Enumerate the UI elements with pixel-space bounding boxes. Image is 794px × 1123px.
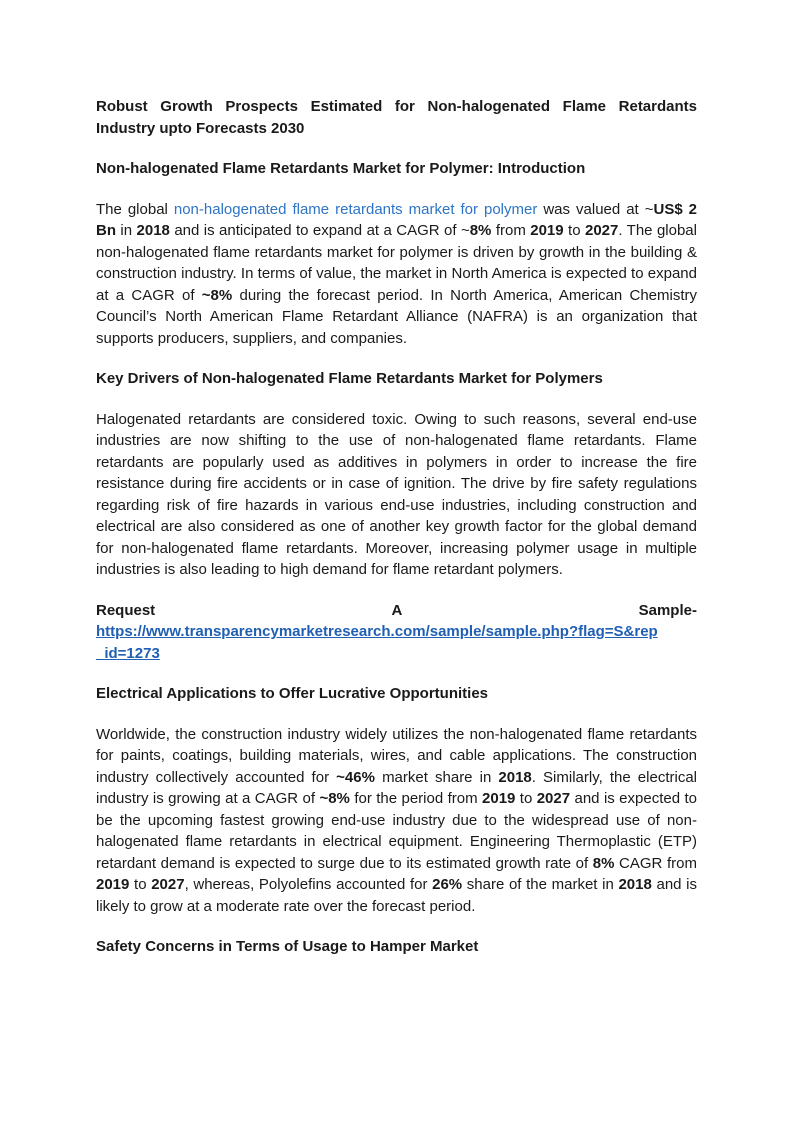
- intro-heading: Non-halogenated Flame Retardants Market for Polymer: Introduction: [96, 160, 586, 177]
- document-page: [96, 96, 697, 958]
- electrical-paragraph: Worldwide, the construction industry widely utilizes the non-halogenated flame retardants for paints, coatings, building materials, wires, and cable applications. The construction industry collectively accounted for ~46% market share in 2018. Similarly, the electrical industry is growing at a CAGR of ~8% for the period from 2019 to 2027 and is expected to be the upcoming fastest growing end-use industry due to the widespread use of non-halogenated flame retardants in electrical equipment. Engineering Thermoplastic (ETP) retardant demand is expected to surge due to its estimated growth rate of 8% CAGR from 2019 to 2027, whereas, Polyolefins accounted for 26% share of the market in 2018 and is likely to grow at a moderate rate over the forecast period.: [96, 725, 697, 915]
- safety-heading: Safety Concerns in Terms of Usage to Hamper Market: [96, 938, 479, 955]
- drivers-paragraph: Halogenated retardants are considered toxic. Owing to such reasons, several end-use industries are now shifting to the use of non-halogenated flame retardants. Flame retardants are popularly used as additives in polymers in order to increase the fire resistance during fire accidents or in case of ignition. The drive by fire safety regulations regarding risk of fire hazards in various end-use industries, including construction and electrical are also considered as one of another key growth factor for the global demand for non-halogenated flame retardants. Moreover, increasing polymer usage in multiple industries is also leading to high demand for flame retardant polymers.: [96, 410, 697, 578]
- sample-link-block: [96, 621, 697, 664]
- sample-url-link[interactable]: https://www.transparencymarketresearch.com/sample/sample.php?flag=S&rep: [96, 623, 658, 640]
- sample-url-link-cont[interactable]: _id=1273: [96, 644, 160, 662]
- drivers-heading: Key Drivers of Non-halogenated Flame Retardants Market for Polymers: [96, 370, 603, 387]
- request-sample-line: Request A Sample-: [96, 601, 697, 619]
- market-link[interactable]: non-halogenated flame retardants market for polymer: [173, 200, 538, 218]
- document-title: Robust Growth Prospects Estimated for Non-halogenated Flame Retardants Industry upto Forecasts 2030: [96, 98, 697, 137]
- intro-paragraph: The global non-halogenated flame retardants market for polymer was valued at ~US$ 2 Bn in 2018 and is anticipated to expand at a CAGR of ~8% from 2019 to 2027. The global non-halogenated flame retardants market for polymer is driven by growth in the building & construction industry. In terms of value, the market in North America is expected to expand at a CAGR of ~8% during the forecast period. In North America, American Chemistry Council’s North American Flame Retardant Alliance (NAFRA) is an organization that supports producers, suppliers, and companies.: [96, 200, 697, 347]
- electrical-heading: Electrical Applications to Offer Lucrative Opportunities: [96, 685, 489, 702]
